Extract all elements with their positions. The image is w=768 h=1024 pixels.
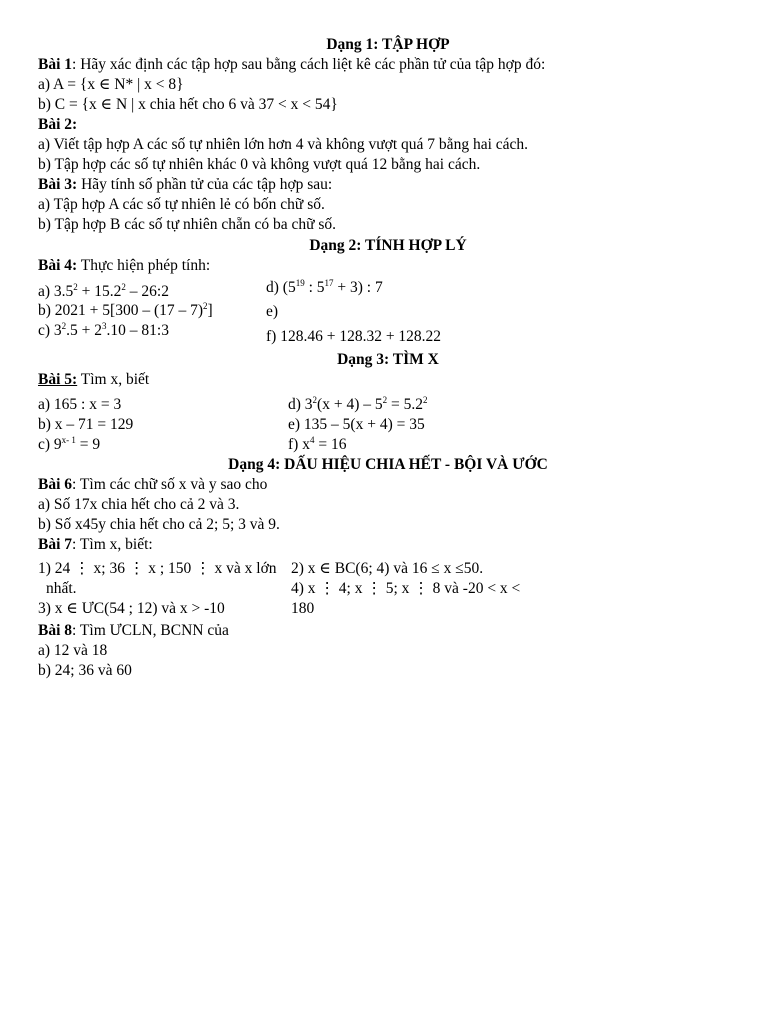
bai2-label: Bài 2: <box>38 116 78 133</box>
bai2-item-a: a) Viết tập hợp A các số tự nhiên lớn hơn 4 và không vượt quá 7 bằng hai cách. <box>38 136 529 153</box>
bai4-d-s1: 19 <box>295 278 305 288</box>
bai6-prompt <box>38 475 738 495</box>
bai5-row-2 <box>38 412 738 432</box>
bai7-item-4: 4) x ⋮ 4; x ⋮ 5; x ⋮ 8 và -20 < x < <box>291 580 521 597</box>
bai1-prompt <box>38 55 738 75</box>
bai4-item-d <box>266 278 383 298</box>
bai5-c-t2: = 9 <box>75 436 101 453</box>
bai4-prompt <box>38 256 738 278</box>
bai5-c-t1: c) 9 <box>38 436 62 453</box>
section-title-dang2: Dạng 2: TÍNH HỢP LÝ <box>309 237 467 254</box>
bai3-item-b: b) Tập hợp B các số tự nhiên chẵn có ba chữ số. <box>38 216 337 233</box>
section-title-dang3: Dạng 3: TÌM X <box>337 351 439 368</box>
bai8-item-a: a) 12 và 18 <box>38 642 108 659</box>
bai7-item-3: 3) x ∈ ƯC(54 ; 12) và x > -10 <box>38 600 225 617</box>
bai3-item-a: a) Tập hợp A các số tự nhiên lẻ có bốn chữ số. <box>38 196 325 213</box>
bai4-a-t1: a) 3.5 <box>38 283 74 300</box>
bai6-text: : Tìm các chữ số x và y sao cho <box>72 476 268 493</box>
bai4-c-s2: 3 <box>102 321 107 331</box>
bai1-item-a: a) A = {x ∈ N* | x < 8} <box>38 76 184 93</box>
bai4-d-t3: + 3) : 7 <box>333 279 383 296</box>
bai4-d-s2: 17 <box>324 278 334 288</box>
bai4-b-t2: ] <box>207 302 213 319</box>
bai5-row-3 <box>38 432 738 454</box>
bai4-c-t1: c) 3 <box>38 322 62 339</box>
bai4-a-s2: 2 <box>121 282 126 292</box>
bai5-item-b: b) x – 71 = 129 <box>38 416 134 433</box>
bai5-d-s3: 2 <box>423 395 428 405</box>
bai4-text: Thực hiện phép tính: <box>77 257 211 274</box>
bai4-a-t2: + 15.2 <box>77 283 122 300</box>
bai4-row-2 <box>38 297 738 320</box>
section-title-dang1: Dạng 1: TẬP HỢP <box>326 36 450 53</box>
bai4-item-f: f) 128.46 + 128.32 + 128.22 <box>266 328 442 345</box>
bai4-label: Bài 4: <box>38 257 78 274</box>
bai7-prompt <box>38 535 738 557</box>
bai3-label: Bài 3: <box>38 176 78 193</box>
bai7-row-2 <box>38 577 738 597</box>
bai6-item-b: b) Số x45y chia hết cho cả 2; 5; 3 và 9. <box>38 516 280 533</box>
bai7-item-1: 1) 24 ⋮ x; 36 ⋮ x ; 150 ⋮ x và x lớn <box>38 560 277 577</box>
bai3-prompt <box>38 175 738 195</box>
bai5-d-t1: d) 3 <box>288 396 313 413</box>
bai5-item-f <box>288 435 346 455</box>
bai4-item-e: e) <box>266 303 279 320</box>
bai7-row-3 <box>38 597 738 621</box>
bai5-d-s2: 2 <box>382 395 388 405</box>
bai4-d-t2: : 5 <box>304 279 325 296</box>
bai7-item-2: 2) x ∈ BC(6; 4) và 16 ≤ x ≤50. <box>291 560 484 577</box>
worksheet <box>38 34 738 681</box>
bai1-label: Bài 1 <box>38 56 73 73</box>
bai6-label: Bài 6 <box>38 476 73 493</box>
bai1-text: : Hãy xác định các tập hợp sau bằng cách liệt kê các phần tử của tập hợp đó: <box>72 56 546 73</box>
bai2-item-b: b) Tập hợp các số tự nhiên khác 0 và không vượt quá 12 bằng hai cách. <box>38 156 481 173</box>
bai5-text: Tìm x, biết <box>77 371 150 388</box>
bai8-label: Bài 8 <box>38 622 73 639</box>
bai8-item-b: b) 24; 36 và 60 <box>38 662 132 679</box>
bai4-a-s1: 2 <box>73 282 78 292</box>
bai4-c-t3: .10 – 81:3 <box>106 322 169 339</box>
bai4-row-1 <box>38 278 738 300</box>
bai8-prompt <box>38 621 738 641</box>
bai6-item-a: a) Số 17x chia hết cho cả 2 và 3. <box>38 496 240 513</box>
bai5-f-t1: f) x <box>288 436 310 453</box>
bai4-row-3 <box>38 317 738 345</box>
bai5-d-t3: = 5.2 <box>387 396 423 413</box>
bai4-b-t1: b) 2021 + 5[300 – (17 – 7) <box>38 302 204 319</box>
bai5-item-e: e) 135 – 5(x + 4) = 35 <box>288 416 425 433</box>
bai4-b-s1: 2 <box>203 301 208 311</box>
bai3-text: Hãy tính số phần tử của các tập hợp sau: <box>77 176 333 193</box>
bai7-item-1-cont: nhất. <box>46 580 77 597</box>
bai5-label: Bài 5: <box>38 371 78 388</box>
bai4-d-t1: d) (5 <box>266 279 296 296</box>
bai5-row-1 <box>38 392 738 412</box>
bai5-item-a: a) 165 : x = 3 <box>38 396 122 413</box>
bai4-c-t2: .5 + 2 <box>66 322 103 339</box>
bai5-item-c <box>38 435 100 455</box>
bai4-item-c <box>38 321 169 341</box>
bai8-text: : Tìm ƯCLN, BCNN của <box>72 622 229 639</box>
bai7-row-1 <box>38 557 738 577</box>
bai4-a-t3: – 26:2 <box>125 283 169 300</box>
bai7-text: : Tìm x, biết: <box>72 536 153 553</box>
bai7-label: Bài 7 <box>38 536 73 553</box>
section-title-dang4: Dạng 4: DẤU HIỆU CHIA HẾT - BỘI VÀ ƯỚC <box>228 456 548 473</box>
bai1-item-b: b) C = {x ∈ N | x chia hết cho 6 và 37 < x < 54} <box>38 96 338 113</box>
bai5-f-t2: = 16 <box>314 436 347 453</box>
bai5-d-s1: 2 <box>312 395 318 405</box>
bai7-item-4-cont: 180 <box>291 600 315 617</box>
bai4-c-s1: 2 <box>61 321 67 331</box>
bai5-d-t2: (x + 4) – 5 <box>317 396 383 413</box>
bai5-f-s1: 4 <box>309 435 315 445</box>
bai5-prompt <box>38 370 738 392</box>
bai5-c-s1: x- 1 <box>61 435 76 445</box>
